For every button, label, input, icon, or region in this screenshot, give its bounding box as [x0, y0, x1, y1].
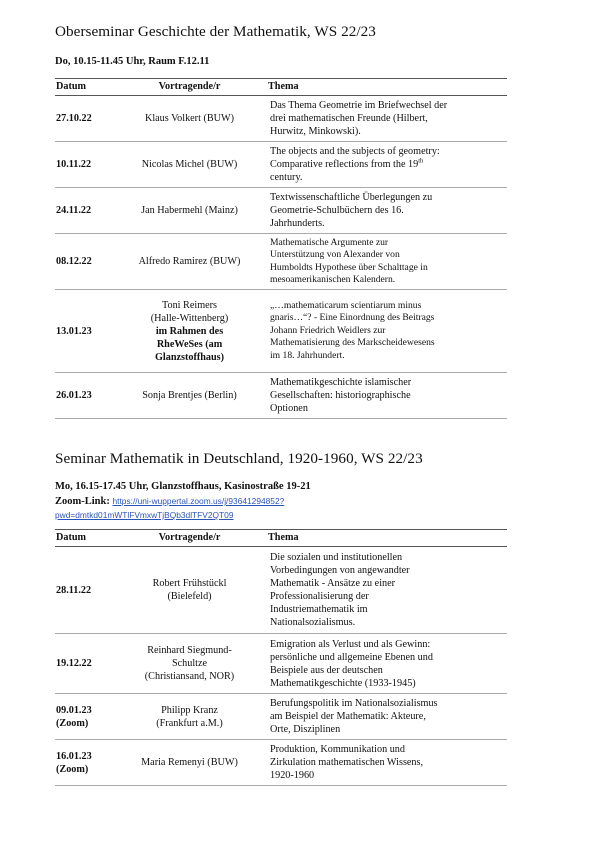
- row-topic: Produktion, Kommunikation und Zirkulation mathematischen Wissens, 1920-1960: [267, 740, 507, 786]
- zoom-link-label: Zoom-Link:: [55, 496, 110, 507]
- row-date: 10.11.22: [55, 142, 112, 188]
- row-speaker: Klaus Volkert (BUW): [112, 96, 267, 142]
- row-date: 24.11.22: [55, 188, 112, 234]
- row-speaker: Reinhard Siegmund- Schultze (Christiansand, NOR): [112, 634, 267, 694]
- row-topic: Mathematische Argumente zur Unterstützung von Alexander von Humboldts Hypothese über Schalttage in mesoamerikanischen Kalendern.: [267, 234, 507, 290]
- table-row: [55, 96, 507, 142]
- section2-title: Seminar Mathematik in Deutschland, 1920-1960, WS 22/23: [55, 450, 423, 467]
- section1-table: [55, 78, 507, 419]
- row-speaker: Alfredo Ramirez (BUW): [112, 234, 267, 290]
- row-date: 08.12.22: [55, 234, 112, 290]
- document-page: [55, 22, 507, 786]
- row-speaker: Toni Reimers (Halle-Wittenberg) im Rahmen des RheWeSes (am Glanzstoffhaus): [112, 290, 267, 373]
- row-speaker: Sonja Brentjes (Berlin): [112, 373, 267, 419]
- row-speaker: Maria Remenyi (BUW): [112, 740, 267, 786]
- row-date: 27.10.22: [55, 96, 112, 142]
- row-date: 09.01.23 (Zoom): [55, 694, 112, 740]
- row-topic: The objects and the subjects of geometry: Comparative reflections from the 19th century.: [267, 142, 507, 188]
- row-topic: Das Thema Geometrie im Briefwechsel der drei mathematischen Freunde (Hilbert, Hurwitz, Minkowski).: [267, 96, 507, 142]
- table-row: [55, 547, 507, 634]
- col-header-date: Datum: [55, 530, 112, 547]
- section2-table: [55, 529, 507, 786]
- section2-schedule: Mo, 16.15-17.45 Uhr, Glanzstoffhaus, Kasinostraße 19-21: [55, 481, 311, 492]
- table-row: [55, 188, 507, 234]
- table-row: [55, 142, 507, 188]
- zoom-link-url-continued[interactable]: pwd=dmtkd01mWTlFVmxwTjBQb3dlTFV2QT09: [55, 510, 234, 520]
- section1-title: Oberseminar Geschichte der Mathematik, WS 22/23: [55, 23, 376, 40]
- table-header-row: [55, 530, 507, 547]
- row-date: 13.01.23: [55, 290, 112, 373]
- row-topic: Textwissenschaftliche Überlegungen zu Geometrie-Schulbüchern des 16. Jahrhunderts.: [267, 188, 507, 234]
- col-header-topic: Thema: [267, 79, 507, 96]
- row-speaker: Nicolas Michel (BUW): [112, 142, 267, 188]
- row-date: 19.12.22: [55, 634, 112, 694]
- row-topic: Die sozialen und institutionellen Vorbedingungen von angewandter Mathematik - Ansätze zu einer Professionalisierung der Industriemathematik im Nationalsozialismus.: [267, 547, 507, 634]
- row-topic: „…mathematicarum scientiarum minus gnaris…“? - Eine Einordnung des Beitrags Johann Friedrich Weidlers zur Mathematisierung des Markscheidewesens im 18. Jahrhundert.: [267, 290, 507, 373]
- col-header-topic: Thema: [267, 530, 507, 547]
- row-topic: Mathematikgeschichte islamischer Gesellschaften: historiographische Optionen: [267, 373, 507, 419]
- col-header-date: Datum: [55, 79, 112, 96]
- table-header-row: [55, 79, 507, 96]
- table-row: [55, 694, 507, 740]
- table-row: [55, 290, 507, 373]
- row-speaker: Jan Habermehl (Mainz): [112, 188, 267, 234]
- table-row: [55, 740, 507, 786]
- row-topic: Berufungspolitik im Nationalsozialismus am Beispiel der Mathematik: Akteure, Orte, Disziplinen: [267, 694, 507, 740]
- row-speaker: Robert Frühstückl (Bielefeld): [112, 547, 267, 634]
- row-date: 28.11.22: [55, 547, 112, 634]
- table-row: [55, 634, 507, 694]
- zoom-link-line: [55, 494, 507, 509]
- section1-schedule: Do, 10.15-11.45 Uhr, Raum F.12.11: [55, 56, 210, 67]
- row-topic: Emigration als Verlust und als Gewinn: persönliche und allgemeine Ebenen und Beispiele aus der deutschen Mathematikgeschichte (1933-1945): [267, 634, 507, 694]
- col-header-speaker: Vortragende/r: [112, 530, 267, 547]
- row-date: 16.01.23 (Zoom): [55, 740, 112, 786]
- row-date: 26.01.23: [55, 373, 112, 419]
- col-header-speaker: Vortragende/r: [112, 79, 267, 96]
- zoom-link-url[interactable]: https://uni-wuppertal.zoom.us/j/93641294852?: [112, 496, 285, 506]
- table-row: [55, 373, 507, 419]
- table-row: [55, 234, 507, 290]
- zoom-link-line-2: [55, 508, 507, 523]
- row-speaker: Philipp Kranz (Frankfurt a.M.): [112, 694, 267, 740]
